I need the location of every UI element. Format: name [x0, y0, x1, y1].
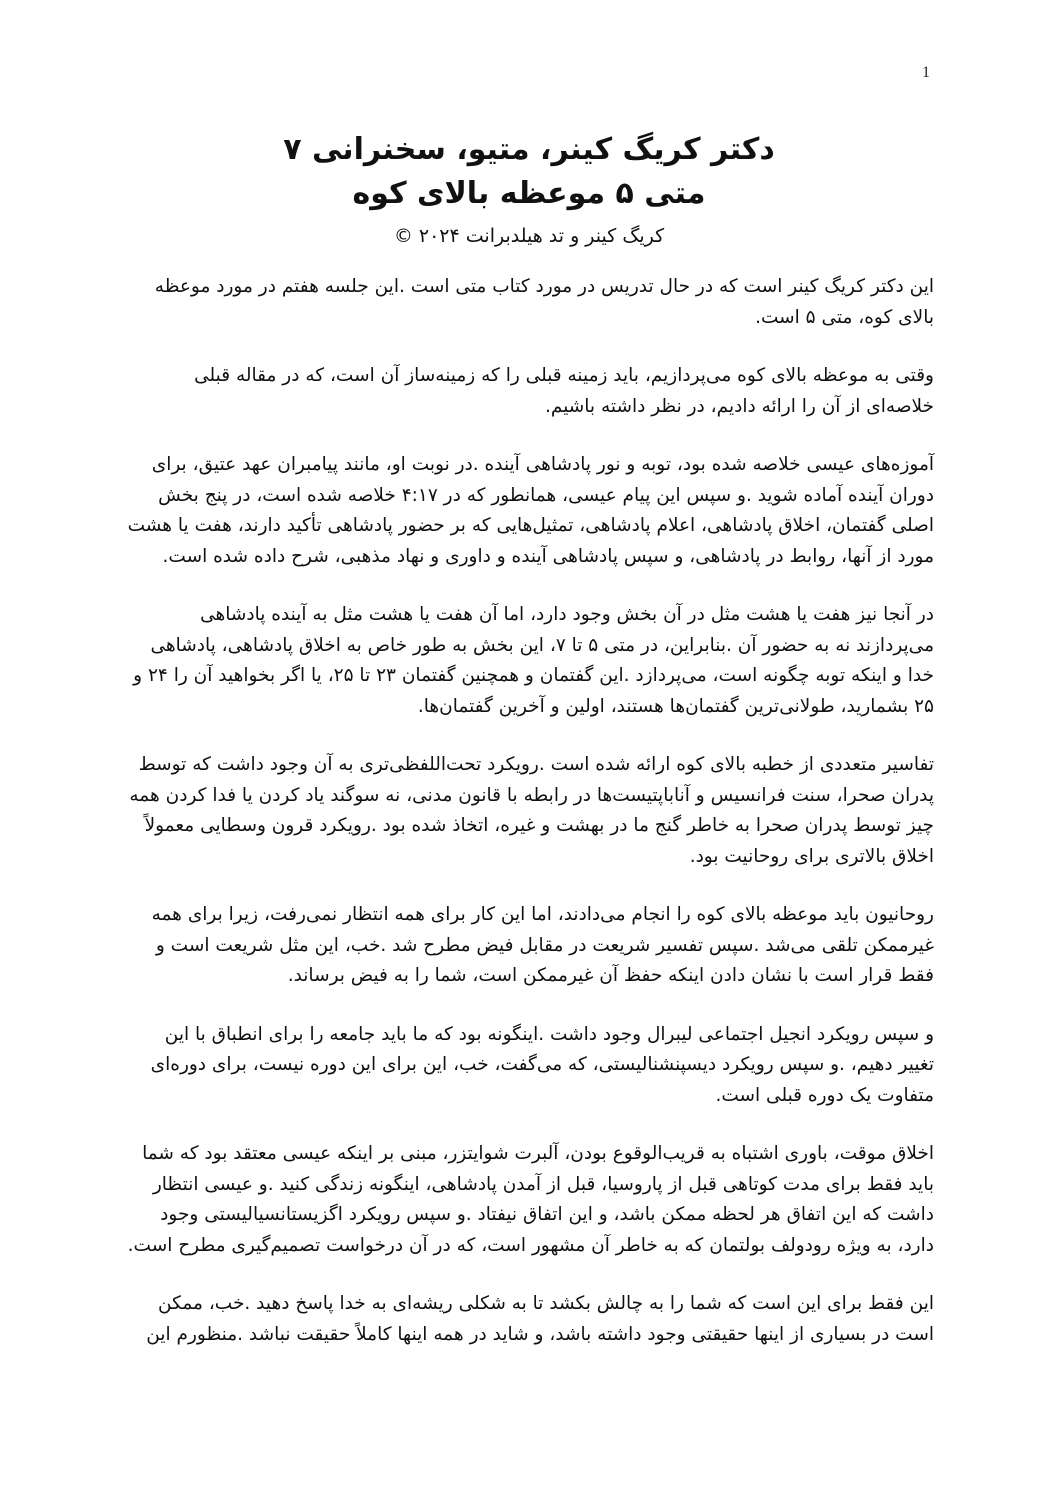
- paragraph-9: این فقط برای این است که شما را به چالش بکشد تا به شکلی ریشه‌ای به خدا پاسخ دهید .خب، ممکن است در بسیاری از اینها حقیقتی وجود داشته باشد، و شاید در همه اینها کاملاً حقیقت نباشد .منظورم این: [146, 1293, 934, 1345]
- title-line-1: دکتر کریگ کینر، متیو، سخنرانی ۷: [283, 132, 775, 167]
- document-header: [120, 128, 938, 252]
- copyright-line: کریگ کینر و تد هیلدبرانت ۲۰۲۴ ©: [393, 225, 665, 247]
- paragraph-5: تفاسیر متعددی از خطبه بالای کوه ارائه شده است .رویکرد تحت‌اللفظی‌تری به آن وجود داشت که توسط پدران صحرا، سنت فرانسیس و آناباپتیست‌ها در رابطه با قانون مدنی، نه سوگند یاد کردن یا فدا کردن همه چیز توسط پدران صحرا به خاطر گنج ما در بهشت و غیره، اتخاذ شده بود .رویکرد قرون وسطایی معمولاً اخلاق بالاتری برای روحانیت بود.: [129, 754, 934, 867]
- paragraph-7: و سپس رویکرد انجیل اجتماعی لیبرال وجود داشت .اینگونه بود که ما باید جامعه را برای انطباق با این تغییر دهیم، .و سپس رویکرد دیسپنشنالیستی، که می‌گفت، خب، این برای این دوره نیست، برای دوره‌ای متفاوت یک دوره قبلی است.: [150, 1023, 934, 1106]
- document-body: [126, 272, 934, 1378]
- paragraph-1: این دکتر کریگ کینر است که در حال تدریس در مورد کتاب متی است .این جلسه هفتم در مورد موعظه بالای کوه، متی ۵ است.: [154, 276, 934, 328]
- title-line-2: متی ۵ موعظه بالای کوه: [352, 176, 706, 211]
- paragraph-4: در آنجا نیز هفت یا هشت مثل در آن بخش وجود دارد، اما آن هفت یا هشت مثل به آینده پادشاهی می‌پردازند نه به حضور آن .بنابراین، در متی ۵ تا ۷، این بخش به طور خاص به اخلاق پادشاهی، پادشاهی خدا و اینکه توبه چگونه است، می‌پردازد .این گفتمان و همچنین گفتمان ۲۳ تا ۲۵، یا اگر بخواهید آن را ۲۴ و ۲۵ بشمارید، طولانی‌ترین گفتمان‌ها هستند، اولین و آخرین گفتمان‌ها.: [133, 604, 934, 717]
- paragraph-6: روحانیون باید موعظه بالای کوه را انجام می‌دادند، اما این کار برای همه انتظار نمی‌رفت، زیرا برای همه غیرممکن تلقی می‌شد .سپس تفسیر شریعت در مقابل فیض مطرح شد .خب، این مثل شریعت است و فقط قرار است با نشان دادن اینکه حفظ آن غیرممکن است، شما را به فیض برساند.: [151, 904, 934, 986]
- paragraph-8: اخلاق موقت، باوری اشتباه به قریب‌الوقوع بودن، آلبرت شوایتزر، مبنی بر اینکه عیسی معتقد بود که شما باید فقط برای مدت کوتاهی قبل از پاروسیا، قبل از آمدن پادشاهی، اینگونه زندگی کنید .و عیسی انتظار داشت که این اتفاق هر لحظه ممکن باشد، و این اتفاق نیفتاد .و سپس رویکرد اگزیستانسیالیستی وجود دارد، به ویژه رودولف بولتمان که به خاطر آن مشهور است، که در آن درخواست تصمیم‌گیری مطرح است.: [127, 1143, 934, 1256]
- page-number: 1: [922, 64, 930, 81]
- paragraph-3: آموزه‌های عیسی خلاصه شده بود، توبه و نور پادشاهی آینده .در نوبت او، مانند پیامبران عهد عتیق، برای دوران آینده آماده شوید .و سپس این پیام عیسی، همانطور که در ۴:۱۷ خلاصه شده است، در پنج بخش اصلی گفتمان، اخلاق پادشاهی، اعلام پادشاهی، تمثیل‌هایی که بر حضور پادشاهی تأکید دارند، هفت یا هشت مورد از آنها، روابط در پادشاهی، و سپس پادشاهی آینده و داوری و نهاد مذهبی، شرح داده شده است.: [127, 454, 934, 567]
- paragraph-2: وقتی به موعظه بالای کوه می‌پردازیم، باید زمینه قبلی را که زمینه‌ساز آن است، که در مقاله قبلی خلاصه‌ای از آن را ارائه دادیم، در نظر داشته باشیم.: [194, 365, 934, 417]
